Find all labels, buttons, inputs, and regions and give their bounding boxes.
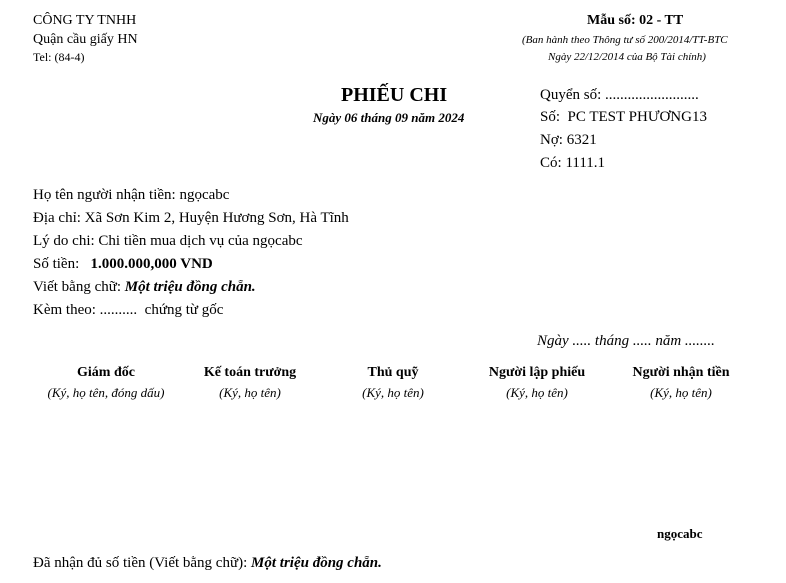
form-issued-line1: (Ban hành theo Thông tư số 200/2014/TT-BTC [522, 34, 728, 46]
reason-value: Chi tiền mua dịch vụ của ngọcabc [98, 233, 303, 249]
form-code: Mẫu số: 02 - TT [587, 13, 684, 28]
voucher-number-label: Số: [540, 109, 561, 125]
sign-date: Ngày ..... tháng ..... năm ........ [537, 333, 715, 349]
book-number-value: ......................... [605, 87, 699, 103]
signature-chief-accountant [175, 365, 325, 401]
signature-recipient [606, 365, 756, 401]
signature-cashier [318, 365, 468, 401]
attachment-label: Kèm theo: [33, 302, 96, 318]
amount-words-value: Một triệu đồng chẵn. [124, 279, 256, 295]
recipient-signed-name: ngọcabc [657, 526, 703, 541]
company-tel: Tel: (84-4) [33, 50, 85, 64]
book-number-label: Quyển số: [540, 87, 602, 103]
form-issued-line2: Ngày 22/12/2014 của Bộ Tài chính) [548, 51, 706, 63]
signature-director [31, 365, 181, 401]
reason-label: Lý do chi: [33, 233, 95, 249]
recipient-value: ngọcabc [179, 187, 230, 203]
debit-account-label: Nợ: [540, 132, 563, 148]
received-amount-value: Một triệu đồng chẵn. [251, 555, 382, 571]
signature-title: Giám đốc [77, 365, 135, 380]
amount-value: 1.000.000,000 VND [90, 256, 213, 272]
attachment-dots: .......... [99, 302, 138, 318]
signature-note: (Ký, họ tên) [650, 385, 712, 400]
recipient-row [33, 187, 229, 204]
signature-note: (Ký, họ tên) [362, 385, 424, 400]
signature-title: Thủ quỹ [367, 365, 419, 380]
company-name: CÔNG TY TNHH [33, 13, 137, 28]
credit-account [540, 155, 605, 172]
book-number [540, 87, 699, 104]
amount-words-row [33, 279, 256, 296]
address-row [33, 210, 349, 227]
received-amount-row [33, 555, 382, 572]
signature-title: Người lập phiếu [488, 365, 586, 380]
company-address: Quận cầu giấy HN [33, 32, 138, 47]
signature-title: Người nhận tiền [632, 365, 730, 380]
signature-note: (Ký, họ tên, đóng dấu) [47, 385, 165, 400]
signature-note: (Ký, họ tên) [219, 385, 281, 400]
attachment-row [33, 302, 223, 319]
debit-account-value: 6321 [566, 132, 597, 148]
document-date: Ngày 06 tháng 09 năm 2024 [313, 110, 465, 125]
reason-row [33, 233, 303, 250]
attachment-value: chứng từ gốc [144, 302, 224, 318]
signature-note: (Ký, họ tên) [506, 385, 568, 400]
credit-account-label: Có: [540, 155, 562, 171]
signature-preparer [462, 365, 612, 401]
amount-label: Số tiền: [33, 256, 80, 272]
signature-title: Kế toán trưởng [203, 365, 297, 380]
debit-account [540, 132, 597, 149]
amount-row [33, 256, 213, 273]
recipient-label: Họ tên người nhận tiền: [33, 187, 176, 203]
received-amount-label: Đã nhận đủ số tiền (Viết bằng chữ): [33, 555, 248, 571]
address-value: Xã Sơn Kim 2, Huyện Hương Sơn, Hà Tĩnh [84, 210, 349, 226]
credit-account-value: 1111.1 [565, 155, 606, 171]
voucher-number [540, 109, 707, 126]
amount-words-label: Viết bằng chữ: [33, 279, 122, 295]
address-label: Địa chỉ: [33, 210, 81, 226]
voucher-number-value: PC TEST PHƯƠNG13 [567, 109, 707, 125]
page-title: PHIẾU CHI [341, 84, 448, 106]
